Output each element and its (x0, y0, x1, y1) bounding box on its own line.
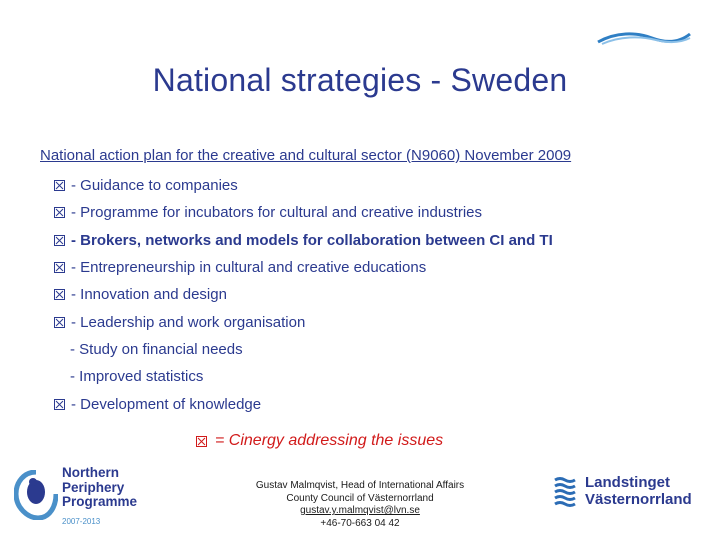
legend-text: = Cinergy addressing the issues (215, 432, 444, 449)
npp-line3: Programme (62, 494, 138, 509)
npp-line1: Northern (62, 465, 119, 480)
list-item (54, 254, 694, 281)
npp-emblem-icon (14, 470, 58, 520)
checked-box-icon (54, 235, 65, 246)
plan-subtitle: National action plan for the creative and cultural sector (N9060) November 2009 (40, 147, 572, 164)
lv-emblem-icon (553, 476, 577, 510)
npp-line2: Periphery (62, 479, 125, 495)
contact-email[interactable]: gustav.y.malmqvist@lvn.se (300, 505, 420, 516)
list-item (54, 281, 694, 308)
list-item (54, 172, 694, 199)
contact-phone: +46-70-663 04 42 (320, 517, 400, 529)
list-item-text: - Leadership and work organisation (71, 313, 306, 331)
page-title: National strategies - Sweden (152, 62, 568, 98)
list-item-text: - Programme for incubators for cultural and creative industries (71, 204, 483, 222)
wave-decoration-icon (596, 28, 692, 48)
lv-line2: Västernorrland (585, 491, 692, 508)
landstinget-logo (553, 474, 703, 514)
northern-periphery-logo (14, 466, 154, 528)
contact-info (220, 480, 500, 530)
list-item-text: - Guidance to companies (71, 177, 238, 195)
lv-line1: Landstinget (585, 474, 670, 491)
list-item-text: - Entrepreneurship in cultural and creative educations (71, 259, 427, 277)
checked-box-icon (54, 317, 65, 328)
contact-name: Gustav Malmqvist, Head of International Affairs (255, 480, 465, 491)
list-item (54, 363, 694, 390)
list-item-text: - Brokers, networks and models for collaboration between CI and TI (71, 231, 553, 249)
contact-org: County Council of Västernorrland (286, 492, 434, 504)
checked-box-icon (54, 207, 65, 218)
list-item (54, 336, 694, 363)
npp-years: 2007-2013 (62, 517, 101, 526)
list-item-text: - Study on financial needs (70, 340, 243, 358)
checked-box-icon (54, 289, 65, 300)
checked-box-icon (54, 399, 65, 410)
list-item-text: - Development of knowledge (71, 395, 262, 413)
list-item (54, 227, 694, 254)
list-item (54, 199, 694, 226)
list-item (54, 390, 694, 417)
checked-box-icon (54, 262, 65, 273)
checked-box-icon (54, 180, 65, 191)
list-item-text: - Improved statistics (70, 368, 204, 386)
list-item-text: - Innovation and design (71, 286, 227, 304)
legend (196, 432, 443, 450)
checked-box-icon (196, 436, 207, 447)
action-plan-list (54, 172, 694, 418)
list-item (54, 308, 694, 335)
